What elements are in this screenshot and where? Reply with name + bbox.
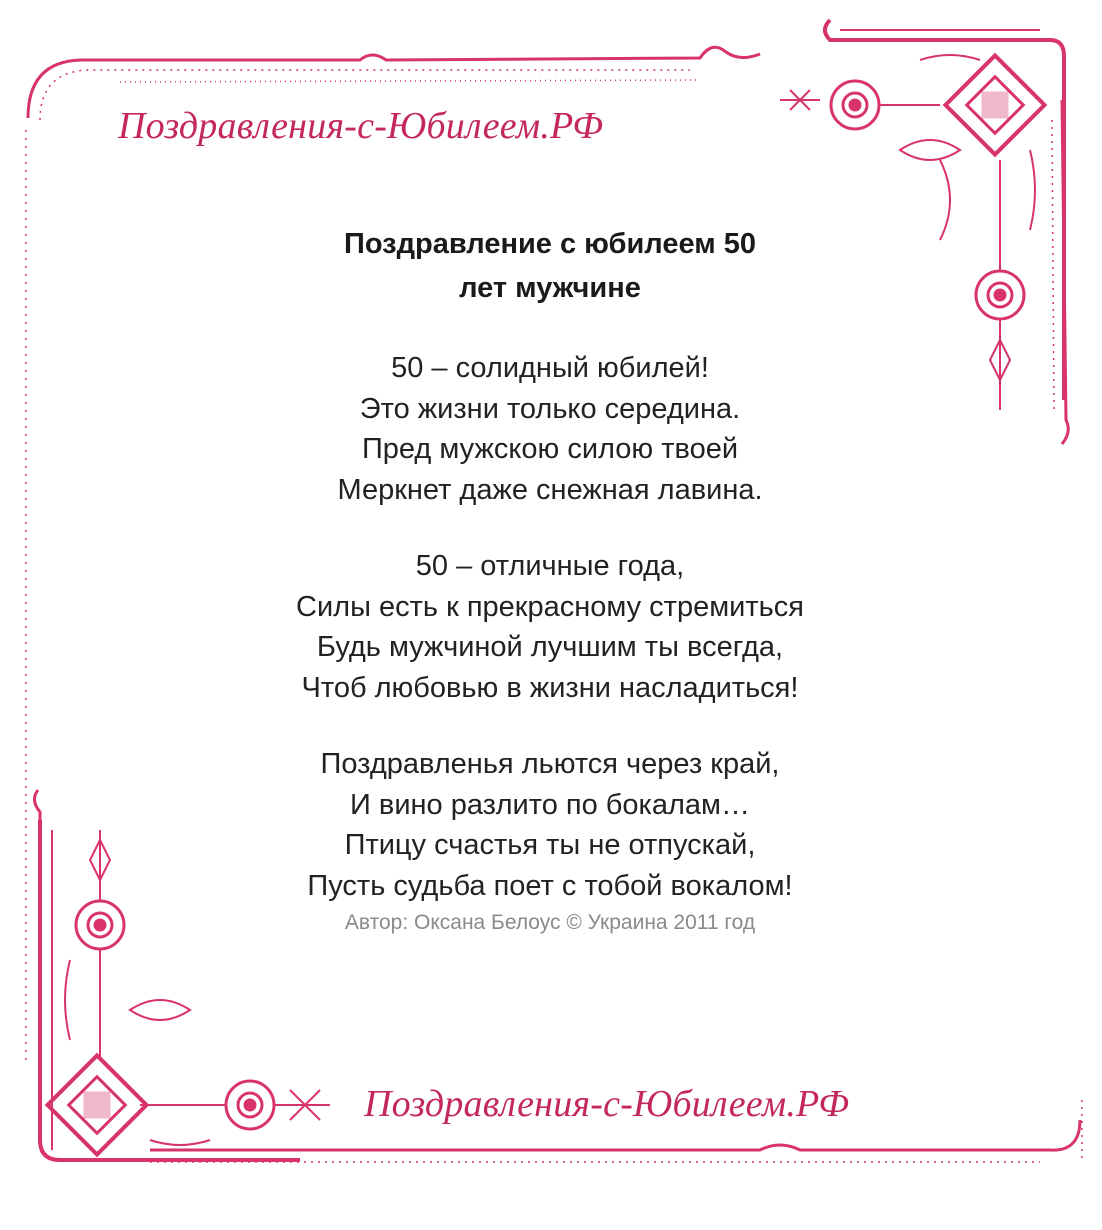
poem-line: 50 – солидный юбилей! [391, 352, 709, 384]
poem-line: И вино разлито по бокалам… [350, 788, 750, 821]
poem-title-line: Поздравление с юбилеем 50 [344, 228, 756, 260]
poem-title [150, 222, 950, 310]
poem-title-line: лет мужчине [459, 272, 641, 304]
poem-line: Чтоб любовью в жизни насладиться! [301, 671, 799, 704]
stanza [150, 546, 950, 708]
site-title-top: Поздравления-с-Юбилеем.РФ [118, 105, 604, 147]
poem-block [150, 222, 950, 940]
poem-line: Птицу счастья ты не отпускай, [344, 829, 756, 861]
poem-line: Пусть судьба поет с тобой вокалом! [307, 869, 793, 902]
poem-line: Меркнет даже снежная лавина. [337, 473, 763, 506]
author-credit: Автор: Оксана Белоус © Украина 2011 год [344, 911, 756, 934]
stanza [150, 744, 950, 906]
poem-line: Силы есть к прекрасному стремиться [296, 590, 804, 623]
stanza [150, 348, 950, 510]
poem-line: Пред мужскою силою твоей [361, 433, 739, 465]
poem-line: Поздравленья льются через край, [320, 748, 780, 780]
site-title-bottom: Поздравления-с-Юбилеем.РФ [364, 1083, 850, 1125]
poem-line: 50 – отличные года, [415, 550, 685, 582]
poem-line: Будь мужчиной лучшим ты всегда, [316, 631, 784, 663]
poem-line: Это жизни только середина. [359, 392, 741, 425]
